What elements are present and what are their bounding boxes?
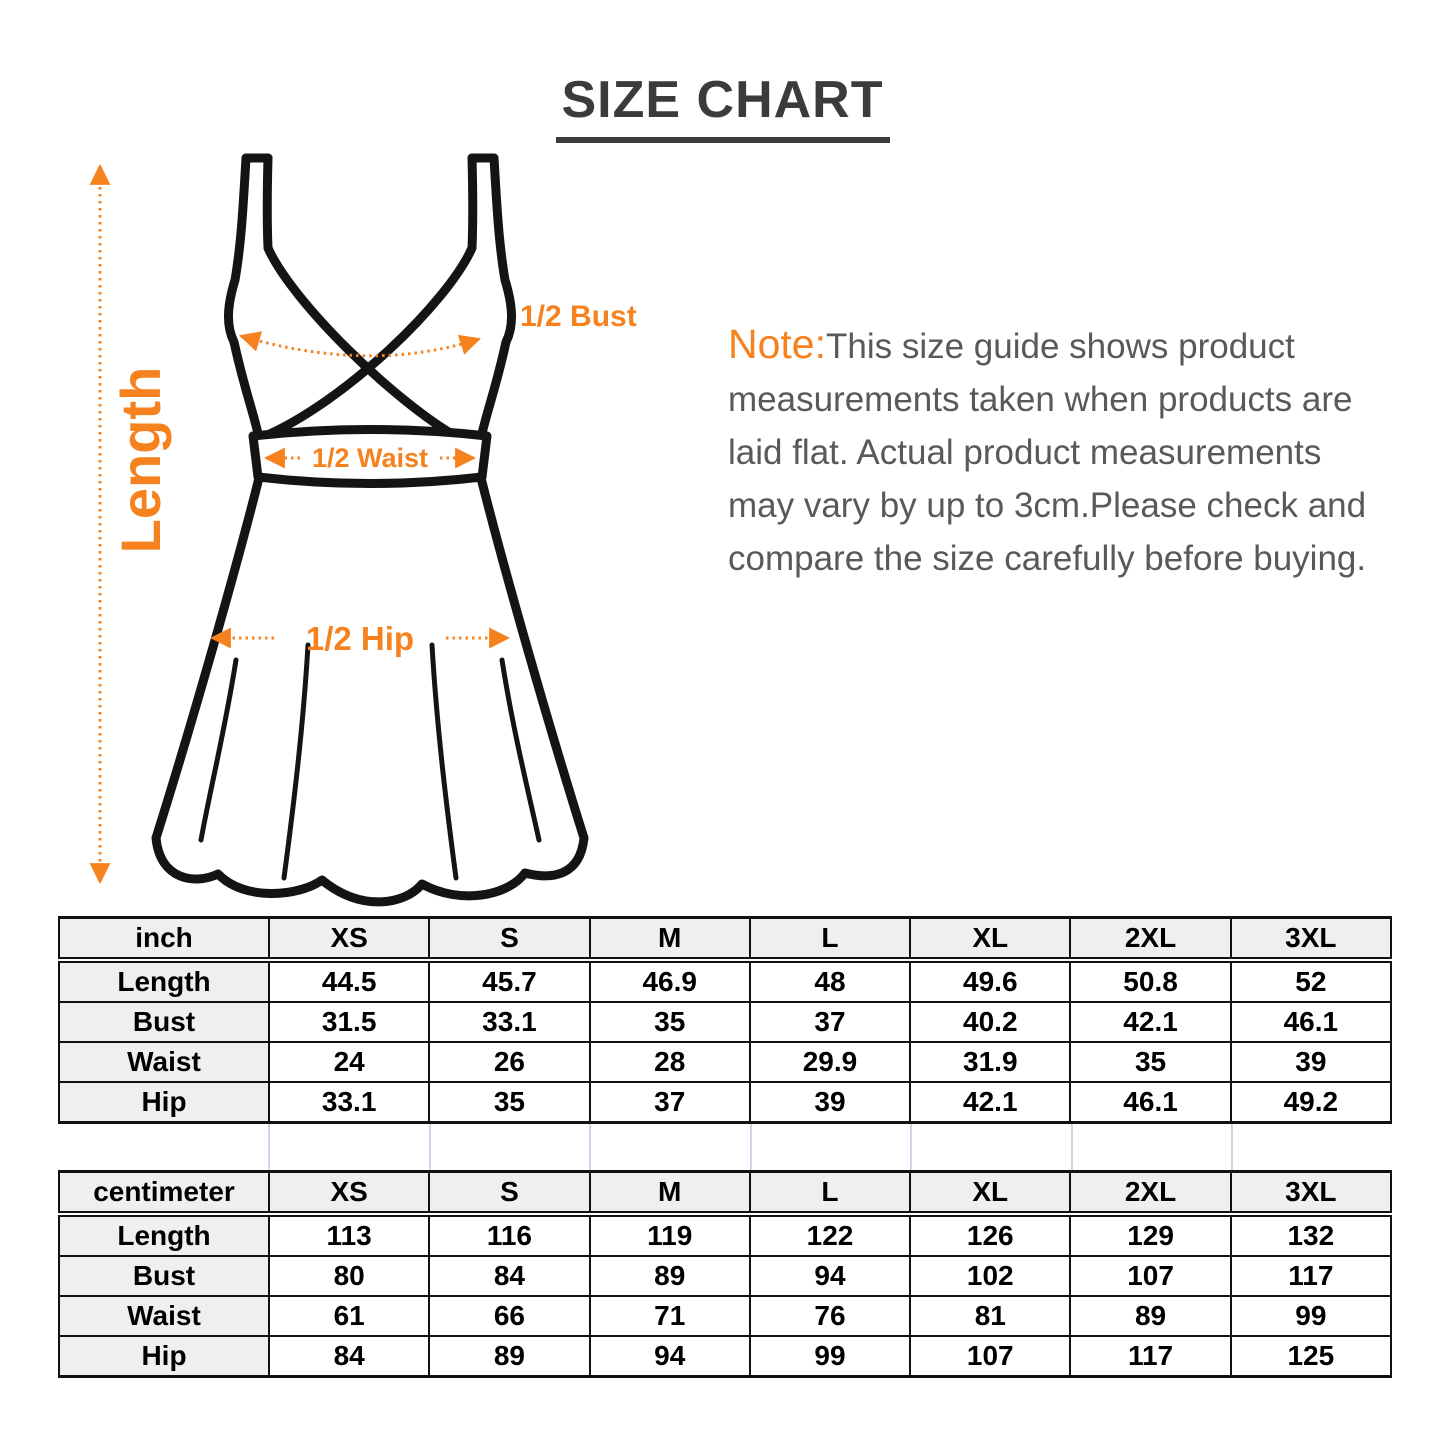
measurement-row — [59, 1336, 1391, 1377]
dress-diagram — [60, 140, 680, 910]
measurement-value-cell: 37 — [750, 1002, 910, 1042]
size-header-cell: XS — [269, 918, 429, 961]
measurement-value-cell: 29.9 — [750, 1042, 910, 1082]
note-paragraph — [728, 318, 1418, 585]
size-header-cell: XL — [910, 1172, 1070, 1215]
measurement-row — [59, 960, 1391, 1002]
measurement-row — [59, 1082, 1391, 1123]
measurement-value-cell: 84 — [269, 1336, 429, 1377]
size-header-cell: L — [750, 1172, 910, 1215]
measurement-value-cell: 94 — [750, 1256, 910, 1296]
measurement-value-cell: 89 — [429, 1336, 589, 1377]
size-header-cell: XL — [910, 918, 1070, 961]
size-header-cell: S — [429, 918, 589, 961]
measurement-value-cell: 52 — [1231, 960, 1391, 1002]
measurement-value-cell: 117 — [1231, 1256, 1391, 1296]
note-line: laid flat. Actual product measurements — [728, 433, 1322, 472]
measurement-value-cell: 132 — [1231, 1214, 1391, 1256]
measurement-row — [59, 1042, 1391, 1082]
gap-cell — [270, 1124, 431, 1170]
measurement-value-cell: 80 — [269, 1256, 429, 1296]
measurement-value-cell: 35 — [1070, 1042, 1230, 1082]
measurement-value-cell: 76 — [750, 1296, 910, 1336]
measurement-label-cell: Waist — [59, 1042, 269, 1082]
header-row — [59, 1172, 1391, 1215]
measurement-value-cell: 42.1 — [1070, 1002, 1230, 1042]
gap-cell — [58, 1124, 270, 1170]
measurement-value-cell: 126 — [910, 1214, 1070, 1256]
measurement-value-cell: 42.1 — [910, 1082, 1070, 1123]
size-header-cell: 3XL — [1231, 1172, 1391, 1215]
measurement-value-cell: 117 — [1070, 1336, 1230, 1377]
size-header-cell: 2XL — [1070, 1172, 1230, 1215]
measurement-value-cell: 24 — [269, 1042, 429, 1082]
measurement-value-cell: 39 — [750, 1082, 910, 1123]
neckline-left — [267, 158, 457, 437]
measurement-value-cell: 84 — [429, 1256, 589, 1296]
measurement-value-cell: 37 — [590, 1082, 750, 1123]
gap-cell — [591, 1124, 752, 1170]
size-header-cell: M — [590, 1172, 750, 1215]
length-label: Length — [109, 366, 172, 554]
dress-bodice-right — [481, 158, 512, 438]
measurement-value-cell: 71 — [590, 1296, 750, 1336]
measurement-label-cell: Bust — [59, 1256, 269, 1296]
size-table-centimeter — [58, 1170, 1392, 1378]
measurement-value-cell: 46.1 — [1070, 1082, 1230, 1123]
measurement-label-cell: Length — [59, 960, 269, 1002]
measurement-value-cell: 35 — [590, 1002, 750, 1042]
measurement-value-cell: 28 — [590, 1042, 750, 1082]
unit-header-cell: inch — [59, 918, 269, 961]
note-line: compare the size carefully before buying. — [728, 539, 1367, 578]
measurement-value-cell: 81 — [910, 1296, 1070, 1336]
waist-label: 1/2 Waist — [311, 443, 429, 473]
measurement-value-cell: 107 — [1070, 1256, 1230, 1296]
measurement-value-cell: 107 — [910, 1336, 1070, 1377]
note-text: This size guide shows product — [826, 327, 1295, 366]
bust-label: 1/2 Bust — [520, 300, 637, 333]
note-line — [728, 318, 1418, 373]
measurement-label-cell: Length — [59, 1214, 269, 1256]
dress-skirt — [156, 474, 584, 902]
measurement-row — [59, 1214, 1391, 1256]
measurement-row — [59, 1002, 1391, 1042]
measurement-value-cell: 33.1 — [429, 1002, 589, 1042]
measurement-value-cell: 61 — [269, 1296, 429, 1336]
note-label: Note: — [728, 321, 826, 367]
measurement-value-cell: 50.8 — [1070, 960, 1230, 1002]
page-title: SIZE CHART — [556, 70, 890, 143]
measurement-value-cell: 49.2 — [1231, 1082, 1391, 1123]
measurement-value-cell: 31.9 — [910, 1042, 1070, 1082]
measurement-value-cell: 46.1 — [1231, 1002, 1391, 1042]
measurement-row — [59, 1296, 1391, 1336]
dress-bodice-left — [228, 158, 259, 438]
measurement-value-cell: 48 — [750, 960, 910, 1002]
gap-cell — [1073, 1124, 1234, 1170]
unit-header-cell: centimeter — [59, 1172, 269, 1215]
measurement-value-cell: 26 — [429, 1042, 589, 1082]
size-header-cell: 2XL — [1070, 918, 1230, 961]
measurement-value-cell: 46.9 — [590, 960, 750, 1002]
measurement-value-cell: 116 — [429, 1214, 589, 1256]
size-header-cell: S — [429, 1172, 589, 1215]
measurement-value-cell: 40.2 — [910, 1002, 1070, 1042]
title-bar — [0, 70, 1445, 143]
measurement-value-cell: 129 — [1070, 1214, 1230, 1256]
measurement-value-cell: 99 — [1231, 1296, 1391, 1336]
gap-cell — [431, 1124, 592, 1170]
measurement-value-cell: 66 — [429, 1296, 589, 1336]
hip-label: 1/2 Hip — [305, 620, 415, 657]
measurement-value-cell: 35 — [429, 1082, 589, 1123]
measurement-value-cell: 102 — [910, 1256, 1070, 1296]
measurement-value-cell: 89 — [590, 1256, 750, 1296]
measurement-value-cell: 39 — [1231, 1042, 1391, 1082]
measurement-value-cell: 44.5 — [269, 960, 429, 1002]
measurement-value-cell: 125 — [1231, 1336, 1391, 1377]
measurement-label-cell: Hip — [59, 1082, 269, 1123]
measurement-label-cell: Hip — [59, 1336, 269, 1377]
gap-cell — [912, 1124, 1073, 1170]
measurement-value-cell: 49.6 — [910, 960, 1070, 1002]
size-table-inch — [58, 916, 1392, 1124]
measurement-value-cell: 33.1 — [269, 1082, 429, 1123]
gap-cell — [1233, 1124, 1392, 1170]
measurement-value-cell: 119 — [590, 1214, 750, 1256]
measurement-value-cell: 45.7 — [429, 960, 589, 1002]
gap-cell — [752, 1124, 913, 1170]
note-line: measurements taken when products are — [728, 380, 1353, 419]
measurement-value-cell: 122 — [750, 1214, 910, 1256]
neckline-right — [263, 158, 473, 437]
size-tables — [58, 916, 1392, 1378]
measurement-row — [59, 1256, 1391, 1296]
size-header-cell: 3XL — [1231, 918, 1391, 961]
table-gap — [58, 1124, 1392, 1170]
measurement-label-cell: Bust — [59, 1002, 269, 1042]
measurement-value-cell: 89 — [1070, 1296, 1230, 1336]
size-header-cell: M — [590, 918, 750, 961]
note-line: may vary by up to 3cm.Please check and — [728, 486, 1367, 525]
size-header-cell: XS — [269, 1172, 429, 1215]
size-header-cell: L — [750, 918, 910, 961]
measurement-value-cell: 31.5 — [269, 1002, 429, 1042]
bust-arrow — [241, 336, 479, 356]
measurement-value-cell: 99 — [750, 1336, 910, 1377]
header-row — [59, 918, 1391, 961]
measurement-label-cell: Waist — [59, 1296, 269, 1336]
measurement-value-cell: 113 — [269, 1214, 429, 1256]
measurement-value-cell: 94 — [590, 1336, 750, 1377]
